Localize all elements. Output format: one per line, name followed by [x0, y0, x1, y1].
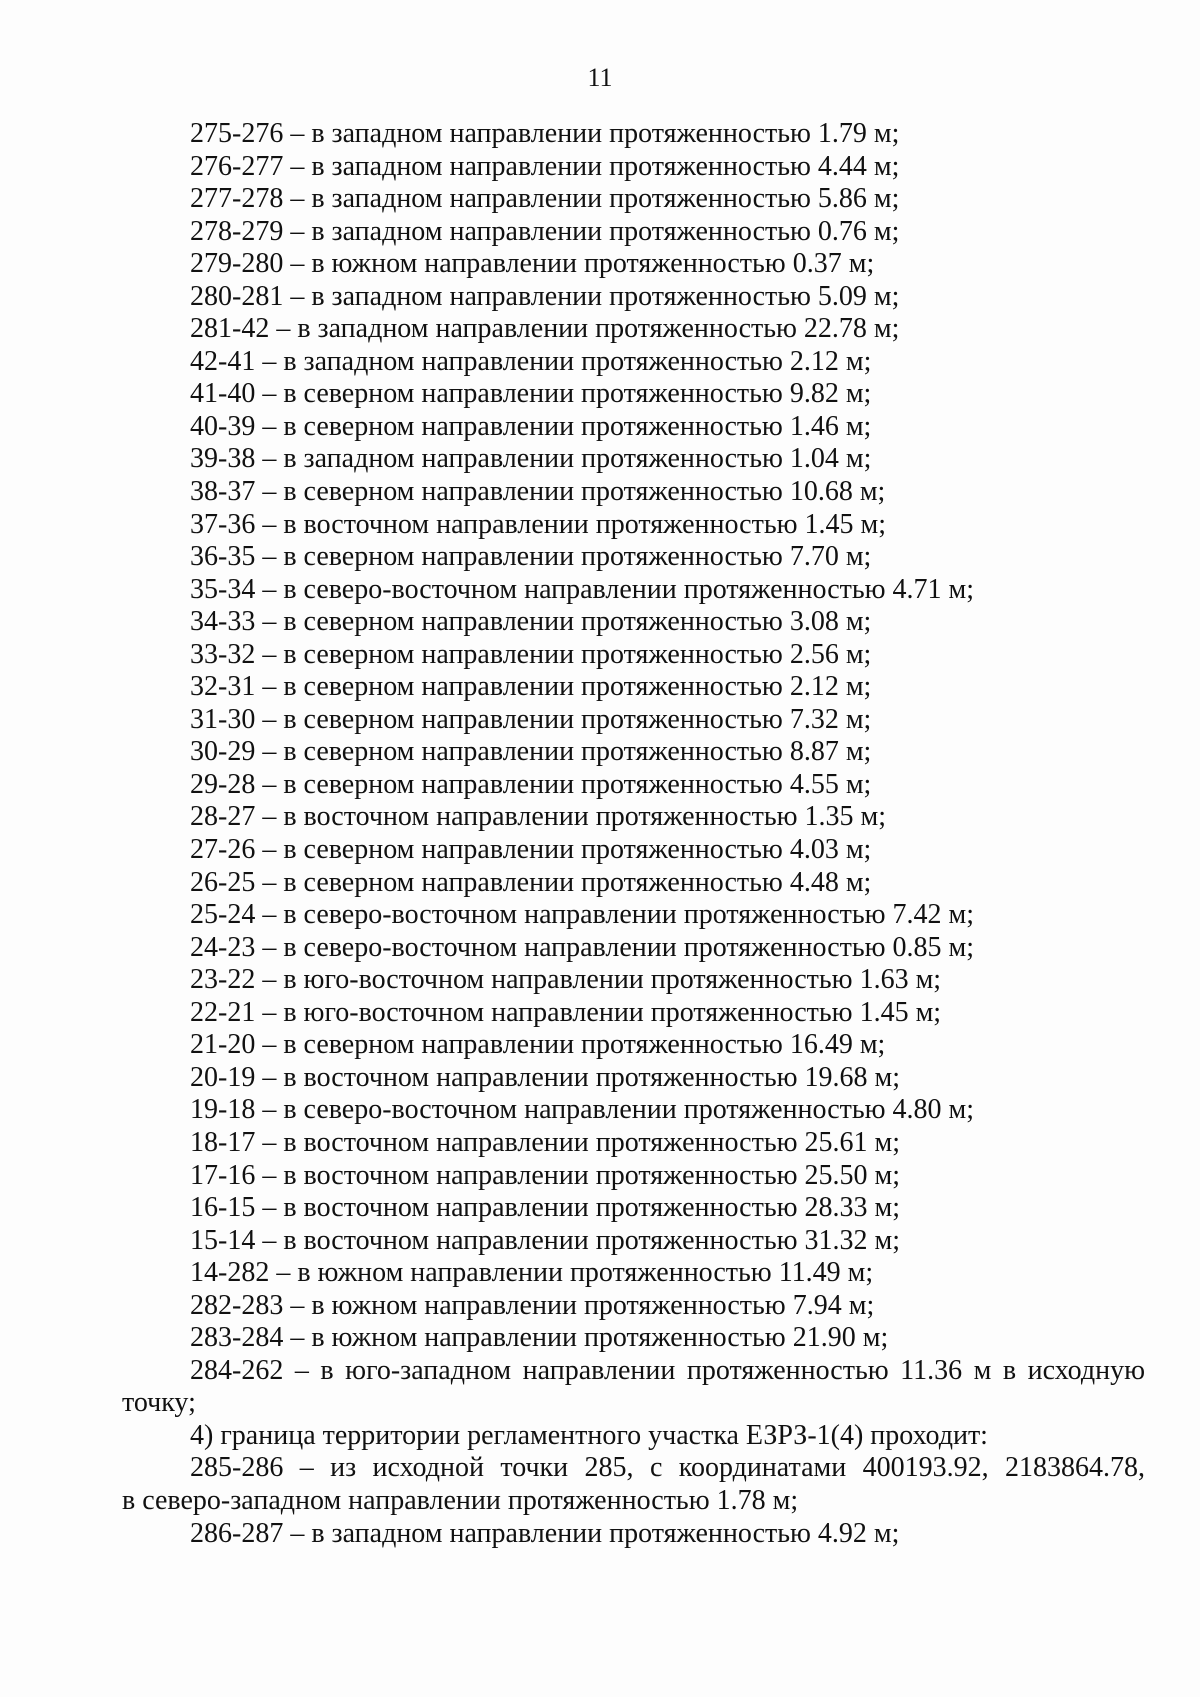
segment-line: 280-281 – в западном направлении протяженностью 5.09 м;: [190, 280, 900, 312]
segment-line: 276-277 – в западном направлении протяженностью 4.44 м;: [190, 150, 900, 182]
segment-line: 39-38 – в западном направлении протяженностью 1.04 м;: [190, 443, 872, 475]
segment-line: 29-28 – в северном направлении протяженностью 4.55 м;: [190, 768, 872, 800]
segment-line: 286-287 – в западном направлении протяженностью 4.92 м;: [190, 1517, 900, 1549]
segment-line: 40-39 – в северном направлении протяженностью 1.46 м;: [190, 410, 872, 442]
start-segment-line: 285-286 – из исходной точки 285, с координатами 400193.92, 2183864.78,: [190, 1452, 1145, 1484]
segment-line: 30-29 – в северном направлении протяженностью 8.87 м;: [190, 736, 872, 768]
segment-line: 275-276 – в западном направлении протяженностью 1.79 м;: [190, 118, 900, 149]
segment-line: 22-21 – в юго-восточном направлении протяженностью 1.45 м;: [190, 996, 942, 1028]
segment-line: 14-282 – в южном направлении протяженностью 11.49 м;: [190, 1257, 874, 1289]
segment-line: 19-18 – в северо-восточном направлении протяженностью 4.80 м;: [190, 1094, 975, 1126]
closing-segment-line: 284-262 – в юго-западном направлении протяженностью 11.36 м в исходную: [190, 1354, 1145, 1386]
segment-line: 38-37 – в северном направлении протяженностью 10.68 м;: [190, 476, 886, 508]
segment-line: 15-14 – в восточном направлении протяженностью 31.32 м;: [190, 1224, 901, 1256]
segment-line: 32-31 – в северном направлении протяженностью 2.12 м;: [190, 671, 872, 703]
segment-line: 37-36 – в восточном направлении протяженностью 1.45 м;: [190, 508, 887, 540]
segment-line: 31-30 – в северном направлении протяженностью 7.32 м;: [190, 703, 872, 735]
segment-line: 35-34 – в северо-восточном направлении протяженностью 4.71 м;: [190, 573, 975, 605]
segment-line: 42-41 – в западном направлении протяженностью 2.12 м;: [190, 345, 872, 377]
boundary-description: [0, 118, 1200, 1550]
segment-line: 28-27 – в восточном направлении протяженностью 1.35 м;: [190, 801, 887, 833]
segment-line: 21-20 – в северном направлении протяженностью 16.49 м;: [190, 1029, 886, 1061]
closing-segment-continuation: точку;: [122, 1387, 196, 1419]
segment-line: 18-17 – в восточном направлении протяженностью 25.61 м;: [190, 1126, 901, 1158]
segment-line: 24-23 – в северо-восточном направлении протяженностью 0.85 м;: [190, 931, 975, 963]
segment-line: 33-32 – в северном направлении протяженностью 2.56 м;: [190, 638, 872, 670]
start-segment-continuation: в северо-западном направлении протяженностью 1.78 м;: [122, 1484, 799, 1516]
segment-line: 17-16 – в восточном направлении протяженностью 25.50 м;: [190, 1159, 901, 1191]
segment-line: 282-283 – в южном направлении протяженностью 7.94 м;: [190, 1289, 875, 1321]
segment-line: 278-279 – в западном направлении протяженностью 0.76 м;: [190, 215, 900, 247]
segment-line: 36-35 – в северном направлении протяженностью 7.70 м;: [190, 541, 872, 573]
segment-line: 20-19 – в восточном направлении протяженностью 19.68 м;: [190, 1061, 901, 1093]
page-number: 11: [587, 63, 613, 92]
segment-line: 34-33 – в северном направлении протяженностью 3.08 м;: [190, 606, 872, 638]
segment-line: 25-24 – в северо-восточном направлении протяженностью 7.42 м;: [190, 899, 975, 931]
segment-line: 26-25 – в северном направлении протяженностью 4.48 м;: [190, 866, 872, 898]
segment-line: 277-278 – в западном направлении протяженностью 5.86 м;: [190, 183, 900, 215]
segment-line: 283-284 – в южном направлении протяженностью 21.90 м;: [190, 1322, 889, 1354]
segment-line: 27-26 – в северном направлении протяженностью 4.03 м;: [190, 834, 872, 866]
segment-line: 23-22 – в юго-восточном направлении протяженностью 1.63 м;: [190, 964, 942, 996]
segment-line: 281-42 – в западном направлении протяженностью 22.78 м;: [190, 313, 900, 345]
segment-line: 41-40 – в северном направлении протяженностью 9.82 м;: [190, 378, 872, 410]
segment-line: 16-15 – в восточном направлении протяженностью 28.33 м;: [190, 1192, 901, 1224]
segment-line: 279-280 – в южном направлении протяженностью 0.37 м;: [190, 248, 875, 280]
section-heading: 4) граница территории регламентного участка ЕЗРЗ-1(4) проходит:: [190, 1419, 988, 1451]
